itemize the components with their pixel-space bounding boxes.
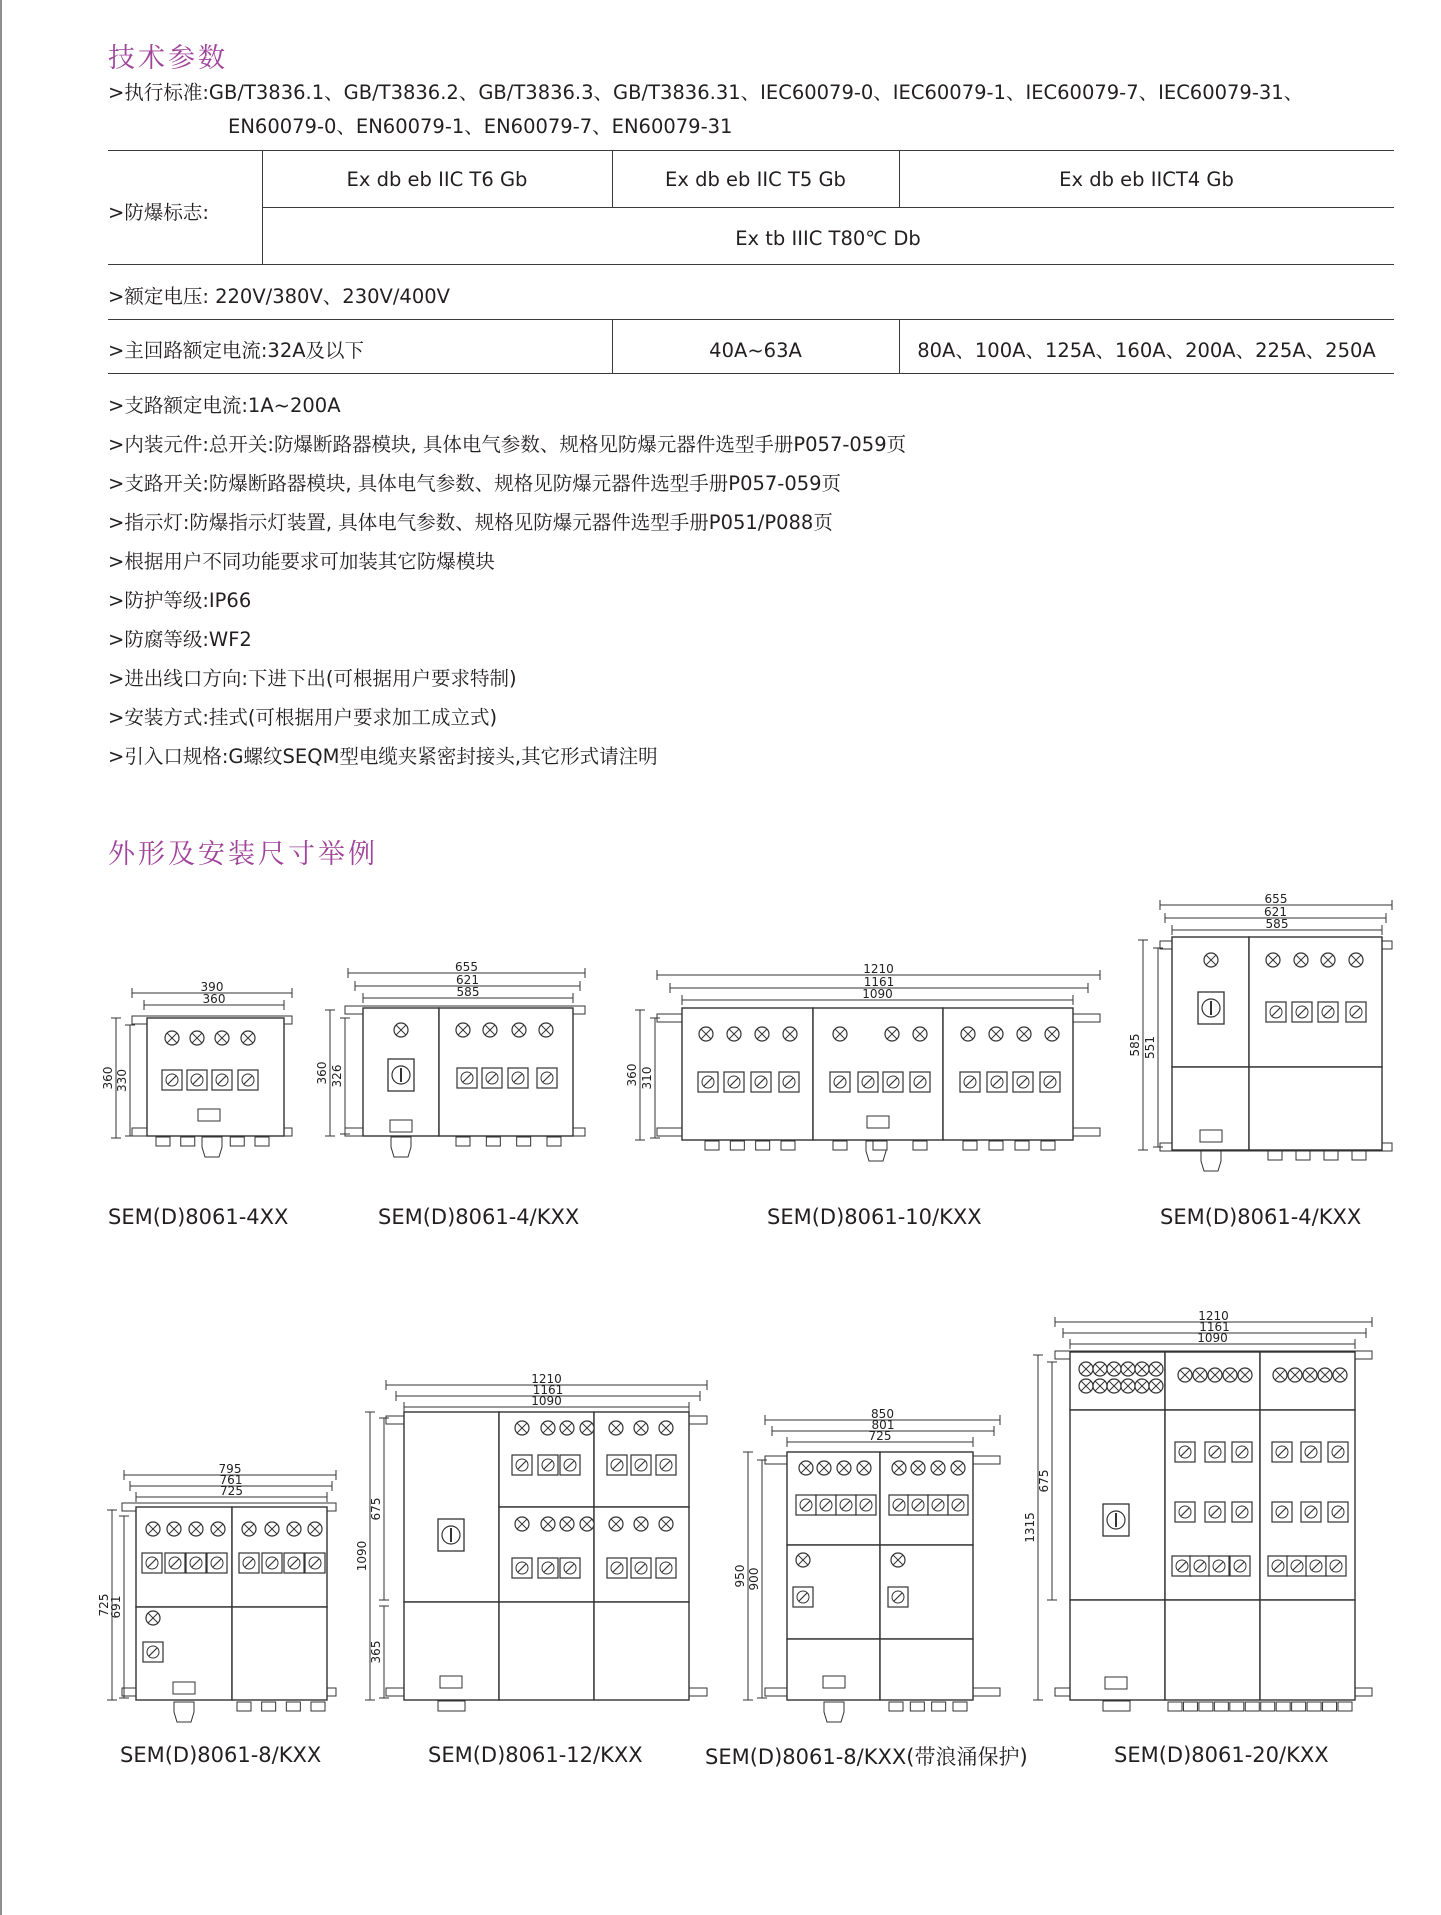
drawing-caption: SEM(D)8061-8/KXX(带浪涌保护) [705,1745,1028,1769]
dimension-label: 801 [871,1418,895,1432]
cable-gland [963,1141,977,1150]
exmark-t6: Ex db eb IIC T6 Gb [346,168,528,191]
dimension-label: 1090 [355,1540,369,1572]
drawing-sem-20kxx [1023,1309,1372,1711]
cable-gland [1307,1702,1321,1711]
drawing-caption: SEM(D)8061-8/KXX [120,1743,322,1767]
dimension-label: 1090 [531,1394,562,1408]
dimension-label: 365 [369,1640,383,1664]
dimension-label: 360 [101,1066,115,1090]
cable-gland [705,1141,719,1150]
enclosure-panel [787,1639,880,1700]
dimension-label: 761 [219,1473,243,1487]
cable-gland [1268,1151,1282,1160]
dimension-label: 795 [218,1462,242,1476]
standard-label: >执行标准: [108,81,209,104]
param-line: >引入口规格:G螺纹SEQM型电缆夹紧密封接头,其它形式请注明 [108,745,658,768]
dimension-label: 551 [1143,1036,1157,1059]
cable-gland [932,1702,946,1711]
nameplate [440,1676,462,1688]
dimension-label: 585 [1265,917,1289,931]
drawing-sem-8kxx-surge [733,1407,1000,1722]
drawing-sem-4kxx-a [315,960,585,1157]
dimension-label: 850 [871,1407,894,1421]
dimension-label: 1090 [862,987,893,1001]
cable-gland [953,1702,967,1711]
dimension-label: 360 [315,1061,329,1085]
nameplate [1105,1677,1127,1689]
cable-gland [1261,1702,1275,1711]
drawing-caption: SEM(D)8061-20/KXX [1114,1743,1329,1767]
cable-gland [781,1141,795,1150]
cable-gland [156,1137,170,1146]
rated-voltage: >额定电压: 220V/380V、230V/400V [108,285,450,308]
enclosure-panel [1260,1600,1355,1700]
cable-gland [1214,1702,1228,1711]
enclosure-panel [880,1639,973,1700]
enclosure-panel [232,1607,327,1700]
dimension-label: 621 [456,973,479,987]
bottom-gland-block [438,1701,465,1711]
cable-gland [1041,1141,1055,1150]
param-line: >进出线口方向:下进下出(可根据用户要求特制) [108,667,517,690]
nameplate [1200,1130,1222,1142]
cable-gland [237,1702,251,1711]
cable-gland [730,1141,744,1150]
drawing-caption: SEM(D)8061-10/KXX [767,1205,982,1229]
drawing-caption: SEM(D)8061-4/KXX [378,1205,580,1229]
dimension-label: 1090 [1197,1331,1228,1345]
dimension-label: 1161 [863,975,895,989]
drawing-caption: SEM(D)8061-4XX [108,1205,289,1229]
param-line: >支路开关:防爆断路器模块, 具体电气参数、规格见防爆元器件选型手册P057-059页 [108,472,842,495]
cable-gland [1338,1702,1352,1711]
param-line: >防护等级:IP66 [108,589,252,612]
cable-gland [1292,1702,1306,1711]
cable-gland [547,1137,561,1146]
dimension-label: 725 [97,1593,111,1617]
cable-gland [1352,1151,1366,1160]
cable-gland [456,1137,470,1146]
cable-gland [1168,1702,1182,1711]
cable-gland [1324,1151,1338,1160]
enclosure-panel [499,1602,594,1700]
dimension-label: 330 [115,1069,129,1092]
cable-gland [517,1137,531,1146]
bottom-gland-block [1103,1701,1130,1711]
enclosure-panel [404,1412,499,1602]
cable-gland [1245,1702,1259,1711]
cable-gland [989,1141,1003,1150]
dimension-label: 621 [1264,905,1287,919]
dimension-label: 675 [1037,1469,1051,1493]
dimension-label: 390 [200,980,224,994]
main-current-high: 80A、100A、125A、160A、200A、225A、250A [917,339,1376,362]
drawing-sem-4kxx-b [1128,892,1392,1171]
main-cable-gland [1201,1151,1221,1171]
dimension-label: 360 [625,1063,639,1087]
dimension-label: 360 [202,992,226,1006]
dimension-label: 655 [1264,892,1288,906]
standard-line2: EN60079-0、EN60079-1、EN60079-7、EN60079-31 [228,115,733,138]
dims-title: 外形及安装尺寸举例 [108,839,378,870]
drawing-sem-4xx [101,980,292,1157]
cable-gland [1199,1702,1213,1711]
param-line: >内装元件:总开关:防爆断路器模块, 具体电气参数、规格见防爆元器件选型手册P057-059页 [108,433,907,456]
cable-gland [1015,1141,1029,1150]
dimension-label: 725 [220,1484,243,1498]
dimension-label: 1315 [1023,1512,1037,1543]
nameplate [867,1116,889,1128]
cable-gland [1183,1702,1197,1711]
dimension-label: 1210 [863,962,894,976]
enclosure-panel [1249,1067,1382,1150]
drawing-sem-8kxx-a [97,1462,336,1722]
cable-gland [1276,1702,1290,1711]
nameplate [390,1120,412,1132]
standard-line1: GB/T3836.1、GB/T3836.2、GB/T3836.3、GB/T3836.31、IEC60079-0、IEC60079-1、IEC60079-7、IEC60079-31、 [208,81,1304,104]
nameplate [823,1676,845,1688]
nameplate [198,1109,220,1121]
param-line: >防腐等级:WF2 [108,628,252,651]
cable-gland [913,1141,927,1150]
exmark-label: >防爆标志: [108,201,209,224]
main-current-mid: 40A~63A [709,339,802,362]
dimension-label: 1210 [531,1372,562,1386]
main-current-label: >主回路额定电流:32A及以下 [108,339,365,362]
dimension-label: 1161 [532,1383,564,1397]
cable-gland [230,1137,244,1146]
dimension-label: 725 [868,1429,892,1443]
main-cable-gland [391,1137,411,1157]
exmark-t4: Ex db eb IICT4 Gb [1059,168,1234,191]
cable-gland [286,1702,300,1711]
main-cable-gland [824,1702,844,1722]
cable-gland [833,1141,847,1150]
cable-gland [181,1137,195,1146]
param-line: >支路额定电流:1A~200A [108,394,341,417]
cable-gland [1296,1151,1310,1160]
drawing-caption: SEM(D)8061-4/KXX [1160,1205,1362,1229]
tech-params-title: 技术参数 [108,43,228,74]
nameplate [173,1682,195,1694]
dimension-label: 900 [747,1567,761,1591]
dimension-label: 310 [640,1066,654,1090]
drawing-sem-10kxx [625,962,1100,1161]
dimension-label: 675 [369,1497,383,1521]
cable-gland [486,1137,500,1146]
drawing-sem-12kxx [355,1372,707,1711]
main-cable-gland [202,1137,222,1157]
cable-gland [873,1141,887,1150]
cable-gland [889,1702,903,1711]
dimension-label: 950 [733,1564,747,1588]
exmark-dust: Ex tb IIIC T80℃ Db [735,227,921,250]
dimension-label: 585 [456,985,480,999]
cable-gland [910,1702,924,1711]
cable-gland [1230,1702,1244,1711]
drawing-caption: SEM(D)8061-12/KXX [428,1743,643,1767]
dimension-label: 326 [330,1064,344,1088]
param-line: >指示灯:防爆指示灯装置, 具体电气参数、规格见防爆元器件选型手册P051/P088页 [108,511,833,534]
cable-gland [255,1137,269,1146]
cable-gland [1323,1702,1337,1711]
dimension-label: 1210 [1198,1309,1229,1323]
cable-gland [262,1702,276,1711]
dimension-label: 1161 [1199,1320,1230,1334]
main-cable-gland [174,1702,194,1722]
param-line: >安装方式:挂式(可根据用户要求加工成立式) [108,706,498,729]
dimension-label: 691 [109,1595,123,1619]
param-line: >根据用户不同功能要求可加装其它防爆模块 [108,550,495,573]
exmark-t5: Ex db eb IIC T5 Gb [665,168,846,191]
cable-gland [311,1702,325,1711]
dimension-label: 655 [455,960,478,974]
enclosure-panel [1165,1600,1260,1700]
enclosure-panel [594,1602,689,1700]
cable-gland [756,1141,770,1150]
dimension-label: 585 [1128,1033,1142,1057]
